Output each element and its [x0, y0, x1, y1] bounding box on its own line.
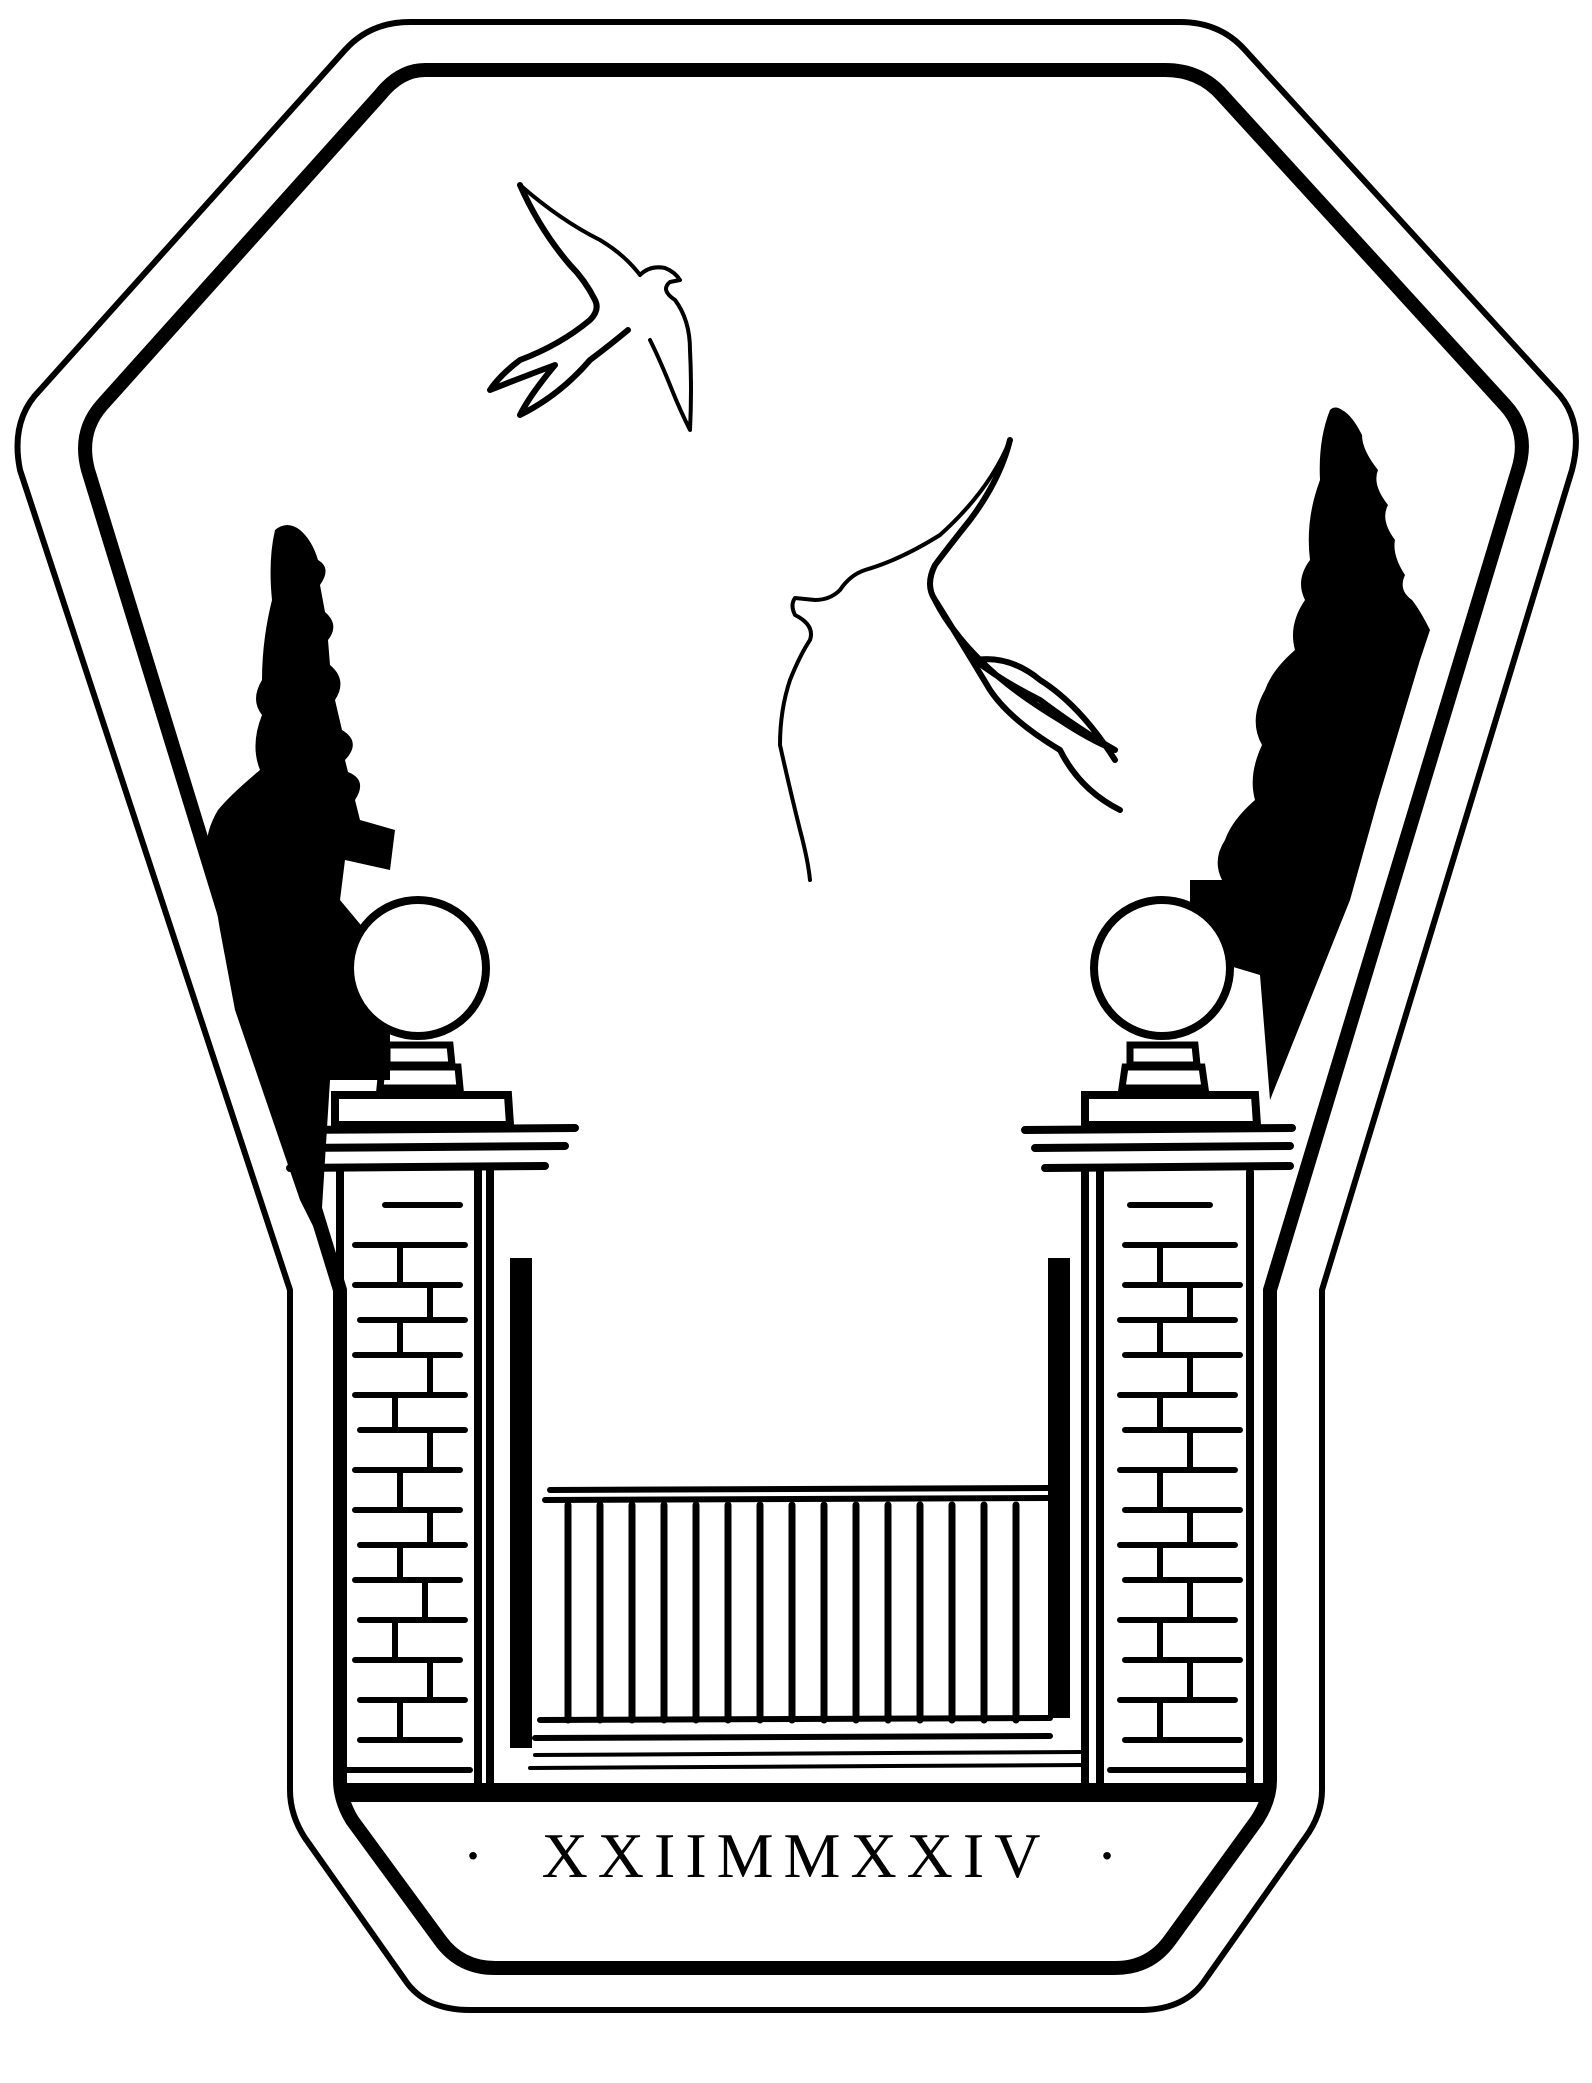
left-pillar-bricks [345, 1205, 470, 1770]
gate-ground-lines [530, 1752, 1085, 1768]
upper-swallow [490, 185, 691, 430]
left-gate-post [510, 1258, 532, 1748]
gate-bars [568, 1505, 1016, 1720]
left-pillar-cap [285, 1095, 575, 1168]
caption-separator-right: · [1096, 1820, 1128, 1891]
left-finial-base [380, 1045, 460, 1088]
right-pillar-bricks [1110, 1205, 1245, 1770]
left-globe-finial [350, 900, 486, 1036]
upper-swallow-body [520, 185, 691, 430]
swallows [490, 185, 1120, 880]
upper-swallow-wing [490, 185, 628, 415]
year-caption: XXIIMMXXIV [541, 1820, 1051, 1891]
cypress-trees [206, 408, 1430, 1241]
caption-separator-left: · [462, 1820, 494, 1891]
caption-band [345, 1797, 1267, 1891]
right-pillar-cap [1025, 1095, 1292, 1168]
right-globe-finial [1094, 900, 1230, 1036]
lower-swallow-wing [930, 440, 1120, 810]
gate [510, 1258, 1085, 1768]
lower-swallow [780, 440, 1120, 880]
right-finial-base [1122, 1045, 1205, 1088]
